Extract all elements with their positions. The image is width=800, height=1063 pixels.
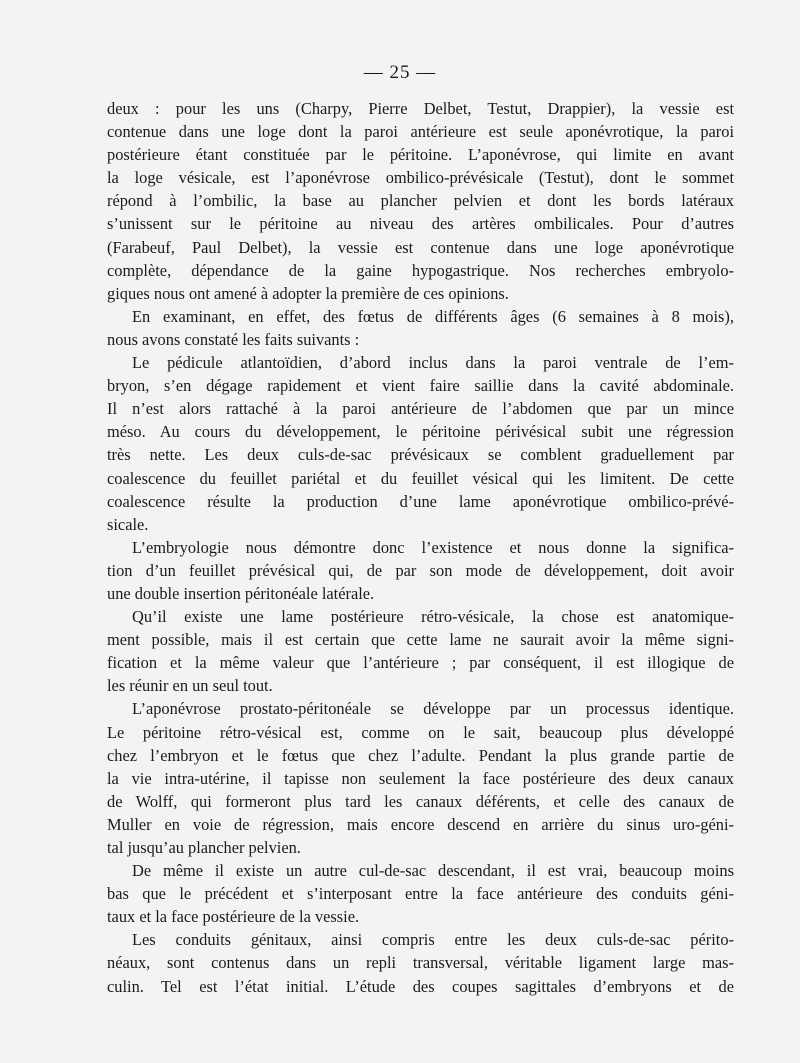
text-line: contenue dans une loge dont la paroi antérieure est seule aponévrotique, la paroi	[107, 122, 734, 142]
text-line: coalescence du feuillet pariétal et du feuillet vésical qui les limitent. De cette	[107, 468, 734, 488]
text-line: méso. Au cours du développement, le péritoine périvésical subit une régression	[107, 422, 734, 442]
text-line: les réunir en un seul tout.	[107, 676, 273, 696]
text-line: la vie intra-utérine, il tapisse non seulement la face postérieure des deux canaux	[107, 768, 734, 788]
text-line: complète, dépendance de la gaine hypogastrique. Nos recherches embryolo-	[107, 260, 734, 280]
text-line: ment possible, mais il est certain que cette lame ne saurait avoir la même signi-	[107, 630, 734, 650]
text-line: postérieure étant constituée par le péritoine. L’aponévrose, qui limite en avant	[107, 145, 734, 165]
page-number: — 25 —	[363, 62, 437, 83]
text-line: de Wolff, qui formeront plus tard les canaux déférents, et celle des canaux de	[107, 791, 734, 811]
text-line: sicale.	[107, 514, 149, 534]
text-line: En examinant, en effet, des fœtus de différents âges (6 semaines à 8 mois),	[132, 306, 734, 326]
text-line: néaux, sont contenus dans un repli transversal, véritable ligament large mas-	[107, 953, 734, 973]
text-line: répond à l’ombilic, la base au plancher pelvien et dont les bords latéraux	[107, 191, 734, 211]
text-line: bryon, s’en dégage rapidement et vient faire saillie dans la cavité abdominale.	[107, 376, 734, 396]
text-line: Qu’il existe une lame postérieure rétro-vésicale, la chose est anatomique-	[132, 607, 734, 627]
text-line: Les conduits génitaux, ainsi compris entre les deux culs-de-sac périto-	[132, 930, 734, 950]
text-line: Il n’est alors rattaché à la paroi antérieure de l’abdomen que par un mince	[107, 399, 734, 419]
text-line: s’unissent sur le péritoine au niveau des artères ombilicales. Pour d’autres	[107, 214, 734, 234]
text-line: fication et la même valeur que l’antérieure ; par conséquent, il est illogique de	[107, 653, 734, 673]
text-line: coalescence résulte la production d’une lame aponévrotique ombilico-prévé-	[107, 491, 734, 511]
text-line: chez l’embryon et le fœtus que chez l’adulte. Pendant la plus grande partie de	[107, 745, 734, 765]
text-line: une double insertion péritonéale latérale.	[107, 583, 375, 603]
text-line: De même il existe un autre cul-de-sac descendant, il est vrai, beaucoup moins	[132, 861, 734, 881]
body-text	[107, 97, 734, 998]
text-line: tion d’un feuillet prévésical qui, de par son mode de développement, doit avoir	[107, 560, 734, 580]
text-line: Muller en voie de régression, mais encore descend en arrière du sinus uro-géni-	[107, 814, 734, 834]
text-line: taux et la face postérieure de la vessie.	[107, 907, 360, 927]
text-line: la loge vésicale, est l’aponévrose ombilico-prévésicale (Testut), dont le sommet	[107, 168, 734, 188]
text-line: très nette. Les deux culs-de-sac prévésicaux se comblent graduellement par	[107, 445, 734, 465]
text-line: giques nous ont amené à adopter la première de ces opinions.	[107, 283, 509, 303]
text-line: (Farabeuf, Paul Delbet), la vessie est contenue dans une loge aponévrotique	[107, 237, 734, 257]
text-line: nous avons constaté les faits suivants :	[107, 329, 360, 349]
text-line: Le pédicule atlantoïdien, d’abord inclus dans la paroi ventrale de l’em-	[132, 353, 734, 373]
text-line: culin. Tel est l’état initial. L’étude des coupes sagittales d’embryons et de	[107, 976, 734, 996]
text-line: L’aponévrose prostato-péritonéale se développe par un processus identique.	[132, 699, 734, 719]
text-line: Le péritoine rétro-vésical est, comme on le sait, beaucoup plus développé	[107, 722, 734, 742]
text-line: L’embryologie nous démontre donc l’existence et nous donne la significa-	[132, 537, 734, 557]
text-line: bas que le précédent et s’interposant entre la face antérieure des conduits géni-	[107, 884, 734, 904]
text-line: deux : pour les uns (Charpy, Pierre Delbet, Testut, Drappier), la vessie est	[107, 99, 734, 118]
text-line: tal jusqu’au plancher pelvien.	[107, 838, 301, 857]
